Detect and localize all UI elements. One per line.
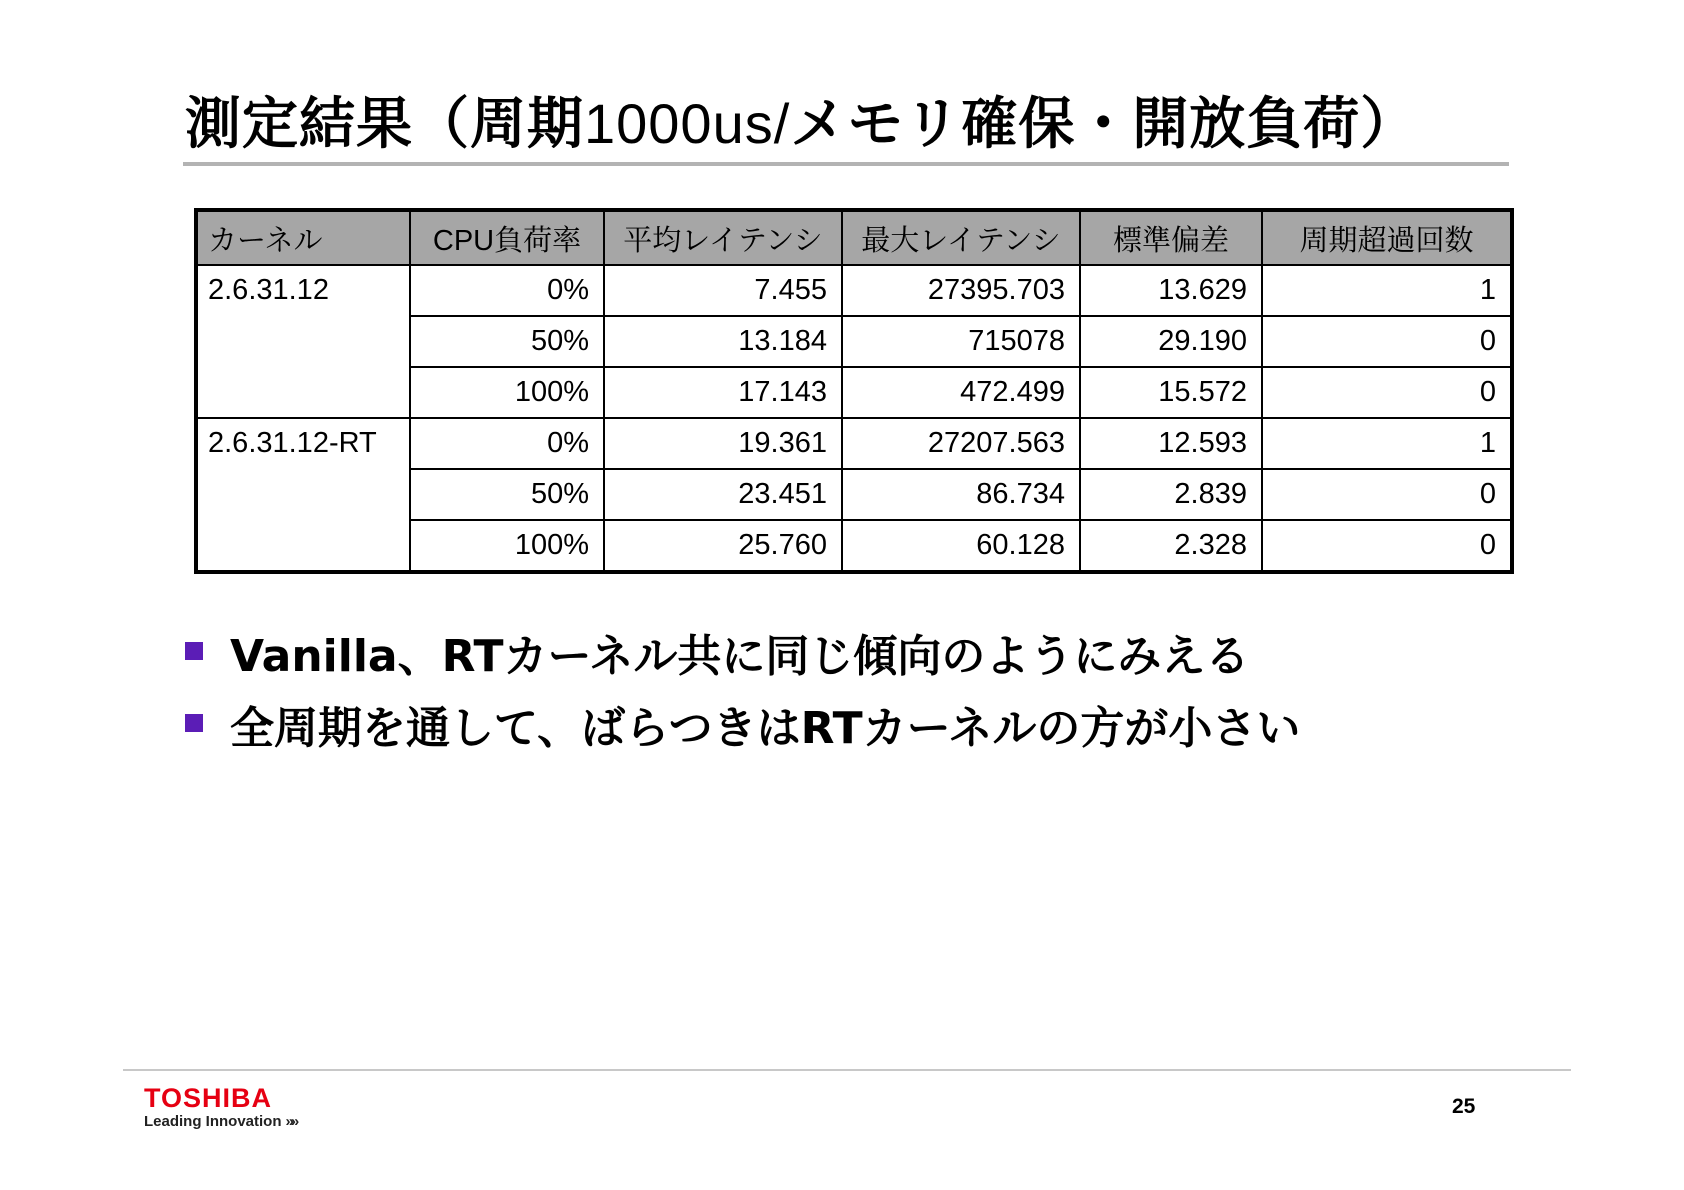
bullet-square-icon — [185, 642, 203, 660]
header-std-dev: 標準偏差 — [1080, 210, 1262, 265]
kernel-cell: 2.6.31.12 — [196, 265, 410, 418]
cell-avg-latency: 17.143 — [604, 367, 842, 418]
cell-cpu-load: 100% — [410, 520, 604, 572]
cell-max-latency: 715078 — [842, 316, 1080, 367]
table-row — [196, 418, 1512, 469]
cell-std-dev: 13.629 — [1080, 265, 1262, 316]
latency-results-table — [194, 208, 1514, 574]
cell-overrun-count: 0 — [1262, 469, 1512, 520]
brand-tagline — [144, 1113, 296, 1130]
bullet-text: Vanilla、RTカーネル共に同じ傾向のようにみえる — [230, 631, 1250, 682]
cell-overrun-count: 1 — [1262, 418, 1512, 469]
cell-cpu-load: 0% — [410, 265, 604, 316]
header-cpu-load: CPU負荷率 — [410, 210, 604, 265]
cell-overrun-count: 1 — [1262, 265, 1512, 316]
tagline-text: Leading Innovation — [144, 1113, 282, 1130]
table-header-row — [196, 210, 1512, 265]
cell-overrun-count: 0 — [1262, 520, 1512, 572]
cell-max-latency: 27395.703 — [842, 265, 1080, 316]
cell-avg-latency: 25.760 — [604, 520, 842, 572]
cell-std-dev: 15.572 — [1080, 367, 1262, 418]
cell-std-dev: 2.328 — [1080, 520, 1262, 572]
cell-std-dev: 2.839 — [1080, 469, 1262, 520]
cell-max-latency: 86.734 — [842, 469, 1080, 520]
cell-std-dev: 29.190 — [1080, 316, 1262, 367]
cell-max-latency: 60.128 — [842, 520, 1080, 572]
double-chevron-icon: »» — [285, 1113, 297, 1130]
kernel-cell: 2.6.31.12-RT — [196, 418, 410, 572]
cell-avg-latency: 13.184 — [604, 316, 842, 367]
cell-avg-latency: 19.361 — [604, 418, 842, 469]
title-divider — [183, 162, 1509, 166]
bullet-square-icon — [185, 714, 203, 732]
header-overrun-count: 周期超過回数 — [1262, 210, 1512, 265]
cell-max-latency: 27207.563 — [842, 418, 1080, 469]
cell-cpu-load: 0% — [410, 418, 604, 469]
cell-cpu-load: 100% — [410, 367, 604, 418]
footer-divider — [123, 1069, 1571, 1071]
page-number: 25 — [1452, 1095, 1476, 1118]
cell-std-dev: 12.593 — [1080, 418, 1262, 469]
cell-overrun-count: 0 — [1262, 367, 1512, 418]
cell-avg-latency: 23.451 — [604, 469, 842, 520]
title-part-2: 1000us/ — [584, 92, 791, 155]
cell-max-latency: 472.499 — [842, 367, 1080, 418]
cell-cpu-load: 50% — [410, 316, 604, 367]
header-avg-latency: 平均レイテンシ — [604, 210, 842, 265]
cell-avg-latency: 7.455 — [604, 265, 842, 316]
cell-overrun-count: 0 — [1262, 316, 1512, 367]
table-row — [196, 265, 1512, 316]
title-part-1: 測定結果（周期 — [185, 92, 584, 157]
cell-cpu-load: 50% — [410, 469, 604, 520]
toshiba-logo: TOSHIBA — [144, 1083, 273, 1113]
slide-title — [185, 80, 1417, 160]
bullet-text: 全周期を通して、ばらつきはRTカーネルの方が小さい — [230, 703, 1301, 754]
title-part-3: メモリ確保・開放負荷） — [790, 92, 1418, 157]
header-kernel: カーネル — [196, 210, 410, 265]
header-max-latency: 最大レイテンシ — [842, 210, 1080, 265]
